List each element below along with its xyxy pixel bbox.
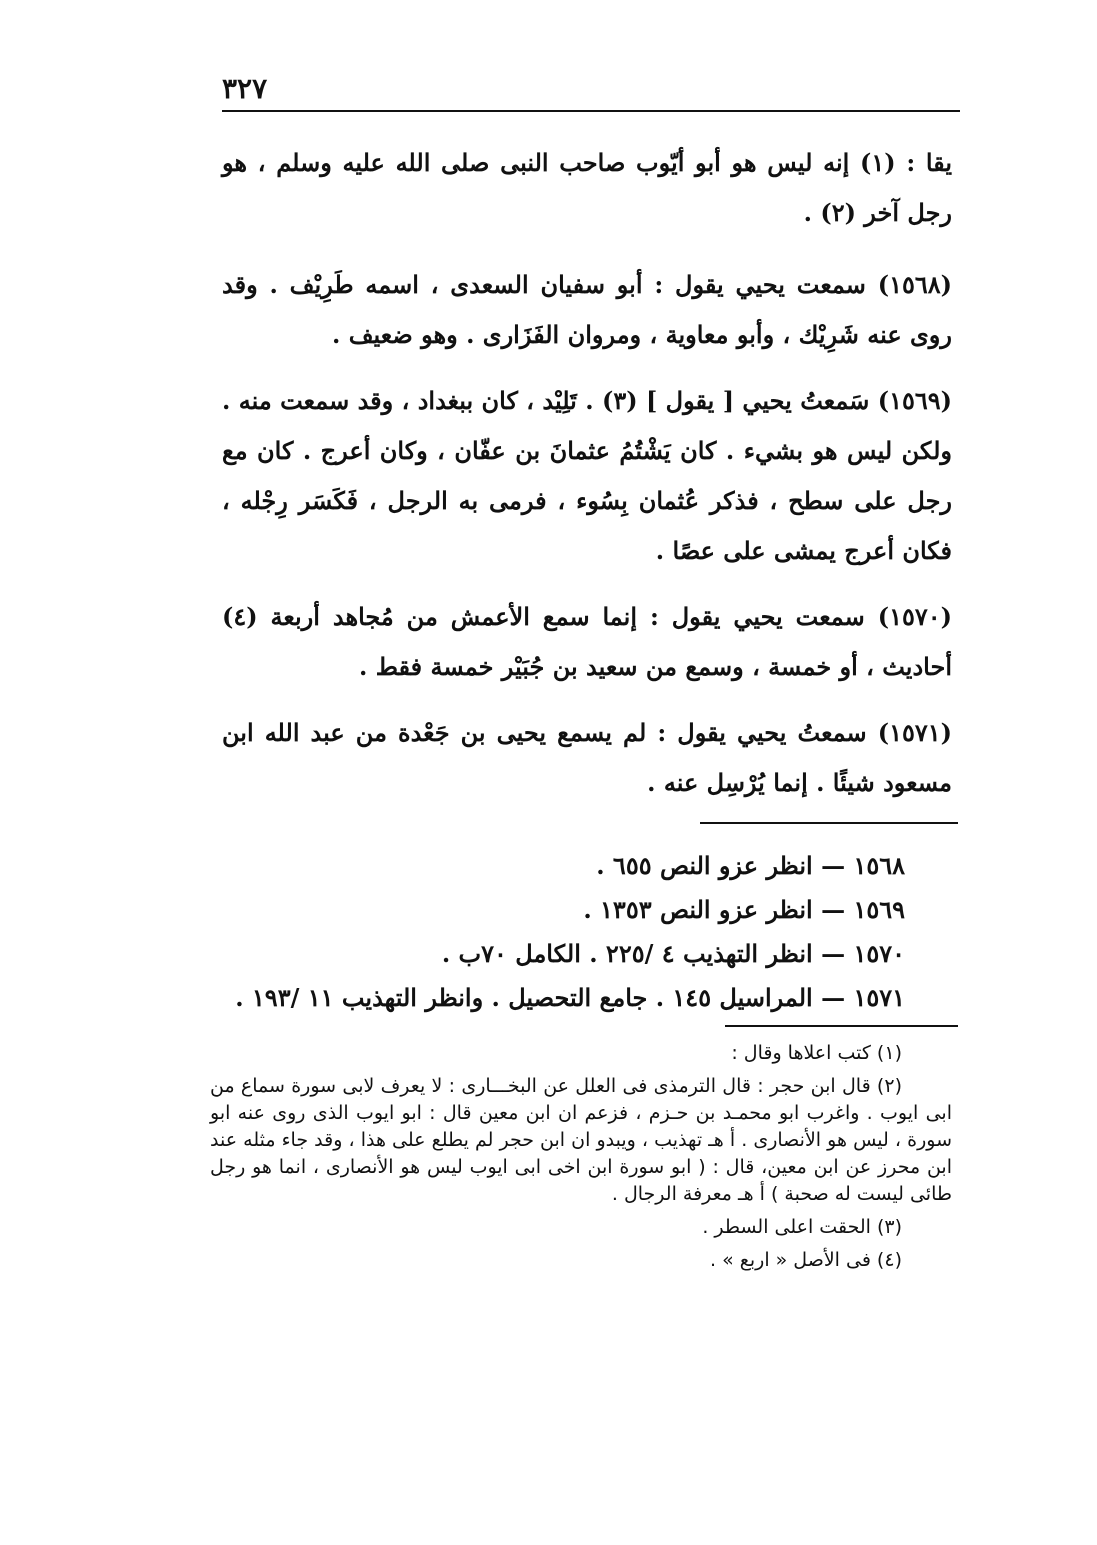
entry-1571: (١٥٧١) سمعتُ يحيي يقول : لم يسمع يحيى بن جَعْدة من عبد الله ابن مسعود شيئًا . إنما يُرْسِل عنه .: [222, 718, 952, 797]
footnote-3: (٣) الحقت اعلى السطر .: [702, 1216, 902, 1238]
page-number: ٣٢٧: [222, 72, 268, 105]
references-rule: [700, 822, 958, 824]
footnote-1: (١) كتب اعلاها وقال :: [731, 1042, 902, 1064]
reference-1569: ١٥٦٩ — انظر عزو النص ١٣٥٣ .: [583, 895, 905, 924]
entry-1569: (١٥٦٩) سَمعتُ يحيي [ يقول ] (٣) . تَلِيْد ، كان ببغداد ، وقد سمعت منه . ولكن ليس هو بشيء . كان يَشْتُمُ عثمانَ بن عفّان ، وكان أعرج . كان مع رجل على سطح ، فذكر عُثمان بِسُوء ، فرمى به الرجل ، فَكَسَر رِجْله ، فكان أعرج يمشى على عصًا .: [222, 386, 953, 565]
footnote-2: (٢) قال ابن حجر : قال الترمذى فى العلل عن البخـــارى : لا يعرف لابى سورة سماع من ابى ايوب . واغرب ابو محمـد بن حـزم ، فزعم ان ابن معين قال : ابو ايوب الذى روى عنه ابو سورة ، ليس هو الأنصارى . أ هـ تهذيب ، ويبدو ان ابن حجر لم يطلع على هذا ، وقد جاء مثله عند ابن محرز عن ابن معين، قال : ( ابو سورة ابن اخى ابى ايوب ليس هو الأنصارى ، انما هو رجل طائى ليست له صحبة ) أ هـ معرفة الرجال .: [210, 1075, 952, 1205]
entry-1570: (١٥٧٠) سمعت يحيي يقول : إنما سمع الأعمش من مُجاهد أربعة (٤) أحاديث ، أو خمسة ، وسمع من سعيد بن جُبَيْر خمسة فقط .: [222, 602, 953, 681]
paragraph-continuation: يقا : (١) إنه ليس هو أبو أيّوب صاحب النبى صلى الله عليه وسلم ، هو رجل آخر (٢) .: [222, 148, 953, 227]
header-rule: [222, 110, 960, 112]
entry-1568: (١٥٦٨) سمعت يحيي يقول : أبو سفيان السعدى ، اسمه طَرِيْف . وقد روى عنه شَرِيْك ، وأبو معاوية ، ومروان الفَزَارى . وهو ضعيف .: [222, 270, 952, 349]
footnotes: [210, 1040, 952, 1280]
footnote-4: (٤) فى الأصل « اربع » .: [710, 1249, 902, 1271]
references-list: [235, 844, 905, 1020]
reference-1570: ١٥٧٠ — انظر التهذيب ٤ /٢٢٥ . الكامل ٧٠ب .: [441, 939, 905, 968]
main-text: [222, 138, 952, 824]
footnotes-rule: [725, 1025, 958, 1027]
reference-1568: ١٥٦٨ — انظر عزو النص ٦٥٥ .: [596, 851, 905, 880]
reference-1571: ١٥٧١ — المراسيل ١٤٥ . جامع التحصيل . وانظر التهذيب ١١ /١٩٣ .: [235, 983, 905, 1012]
